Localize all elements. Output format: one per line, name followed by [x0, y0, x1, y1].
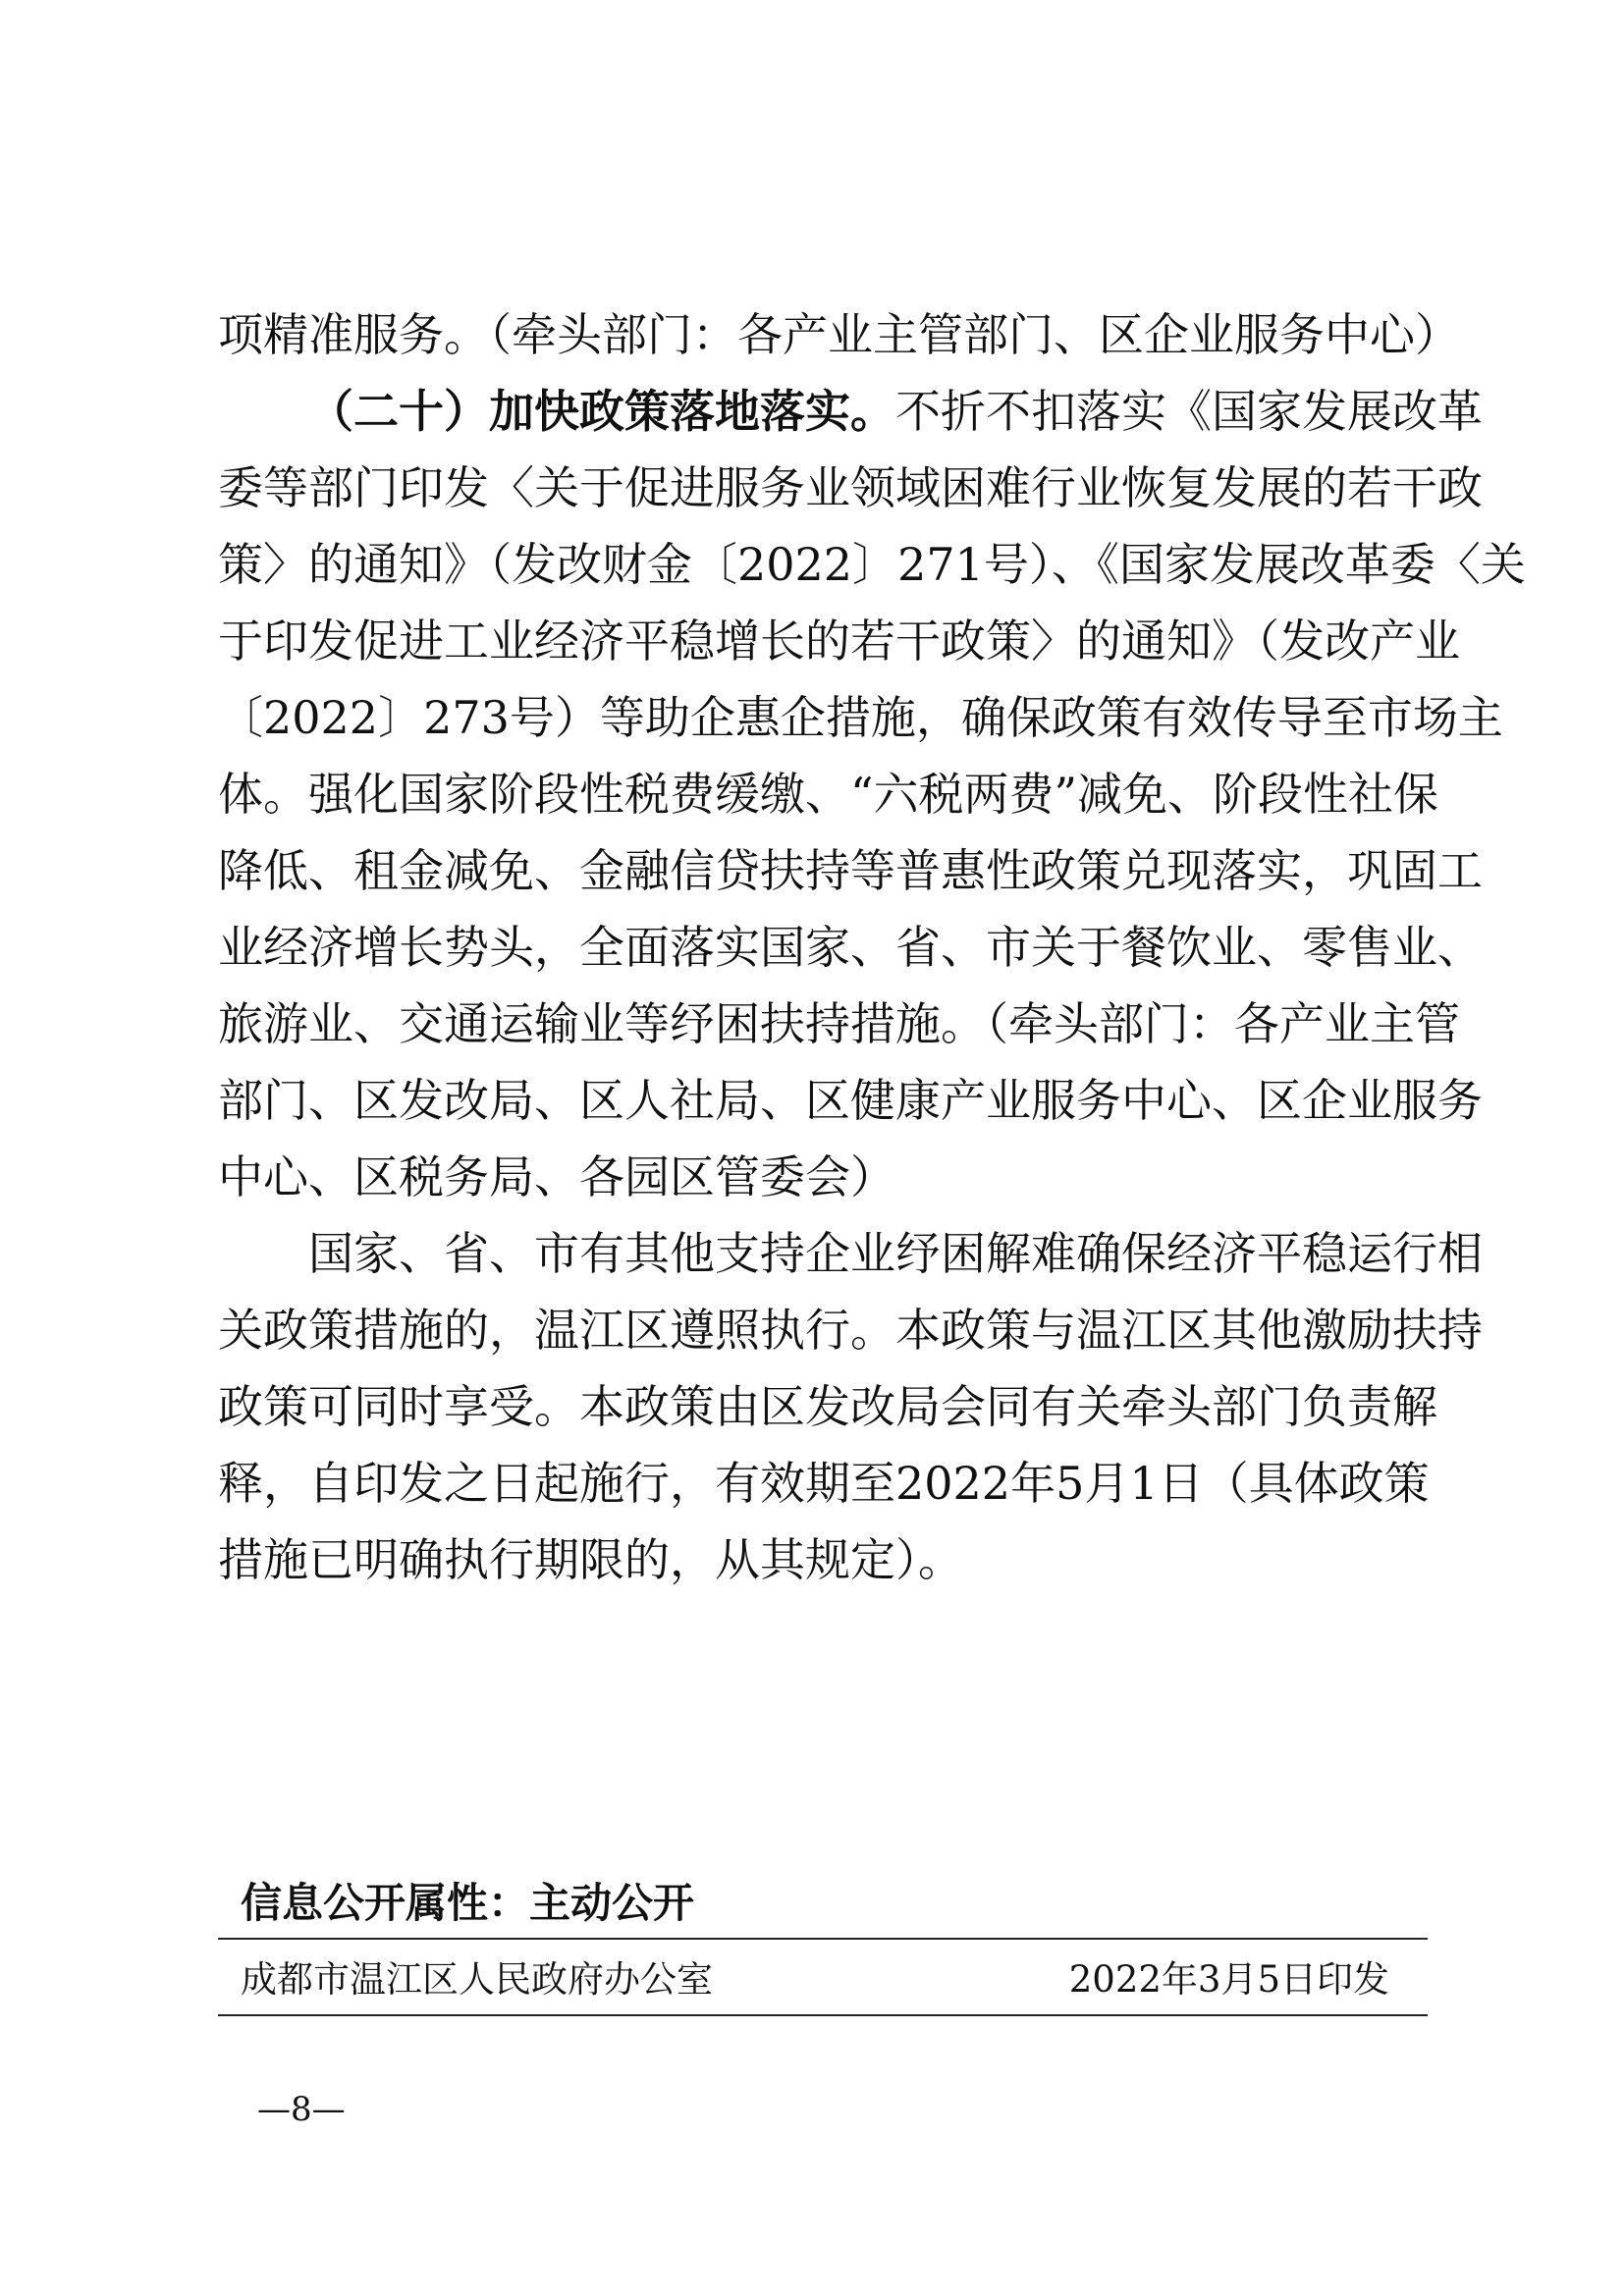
issue-date: 2022年3月5日印发 — [1068, 1958, 1389, 2001]
item-20-first-line — [308, 385, 1526, 438]
body-line-6: 〔2022〕273号）等助企惠企措施，确保政策有效传导至市场主 — [218, 691, 1503, 744]
body-line-4: 策〉的通知》（发改财金〔2022〕271号）、《国家发展改革委〈关 — [218, 538, 1526, 591]
body-line-1: 项精准服务。（牵头部门：各产业主管部门、区企业服务中心） — [218, 308, 1460, 361]
body-line-5: 于印发促进工业经济平稳增长的若干政策〉的通知》（发改产业 — [218, 614, 1460, 667]
footer-top-rule — [218, 1938, 1428, 1940]
page-number: —8— — [257, 2090, 346, 2129]
body-line-15: 政策可同时享受。本政策由区发改局会同有关牵头部门负责解 — [218, 1380, 1437, 1433]
item-20-heading: （二十）加快政策落地落实。 — [308, 385, 895, 438]
disclosure-attribute: 信息公开属性：主动公开 — [241, 1879, 695, 1927]
footer-bottom-rule — [218, 2014, 1428, 2016]
body-line-13: 国家、省、市有其他支持企业纾困解难确保经济平稳运行相 — [308, 1227, 1483, 1280]
body-line-17: 措施已明确执行期限的，从其规定）。 — [218, 1533, 963, 1586]
body-line-16: 释，自印发之日起施行，有效期至2022年5月1日（具体政策 — [218, 1457, 1430, 1510]
body-line-12: 中心、区税务局、各园区管委会） — [218, 1150, 895, 1203]
body-line-3: 委等部门印发〈关于促进服务业领域困难行业恢复发展的若干政 — [218, 461, 1483, 514]
body-line-11: 部门、区发改局、区人社局、区健康产业服务中心、区企业服务 — [218, 1074, 1483, 1127]
body-line-8: 降低、租金减免、金融信贷扶持等普惠性政策兑现落实，巩固工 — [218, 844, 1483, 897]
issuing-office: 成都市温江区人民政府办公室 — [241, 1958, 713, 2001]
body-line-9: 业经济增长势头，全面落实国家、省、市关于餐饮业、零售业、 — [218, 921, 1483, 974]
body-line-10: 旅游业、交通运输业等纾困扶持措施。（牵头部门：各产业主管 — [218, 997, 1460, 1050]
body-line-14: 关政策措施的，温江区遵照执行。本政策与温江区其他激励扶持 — [218, 1304, 1483, 1357]
body-line-7: 体。强化国家阶段性税费缓缴、“六税两费”减免、阶段性社保 — [218, 768, 1439, 821]
item-20-text: 不折不扣落实《国家发展改革 — [895, 385, 1483, 438]
